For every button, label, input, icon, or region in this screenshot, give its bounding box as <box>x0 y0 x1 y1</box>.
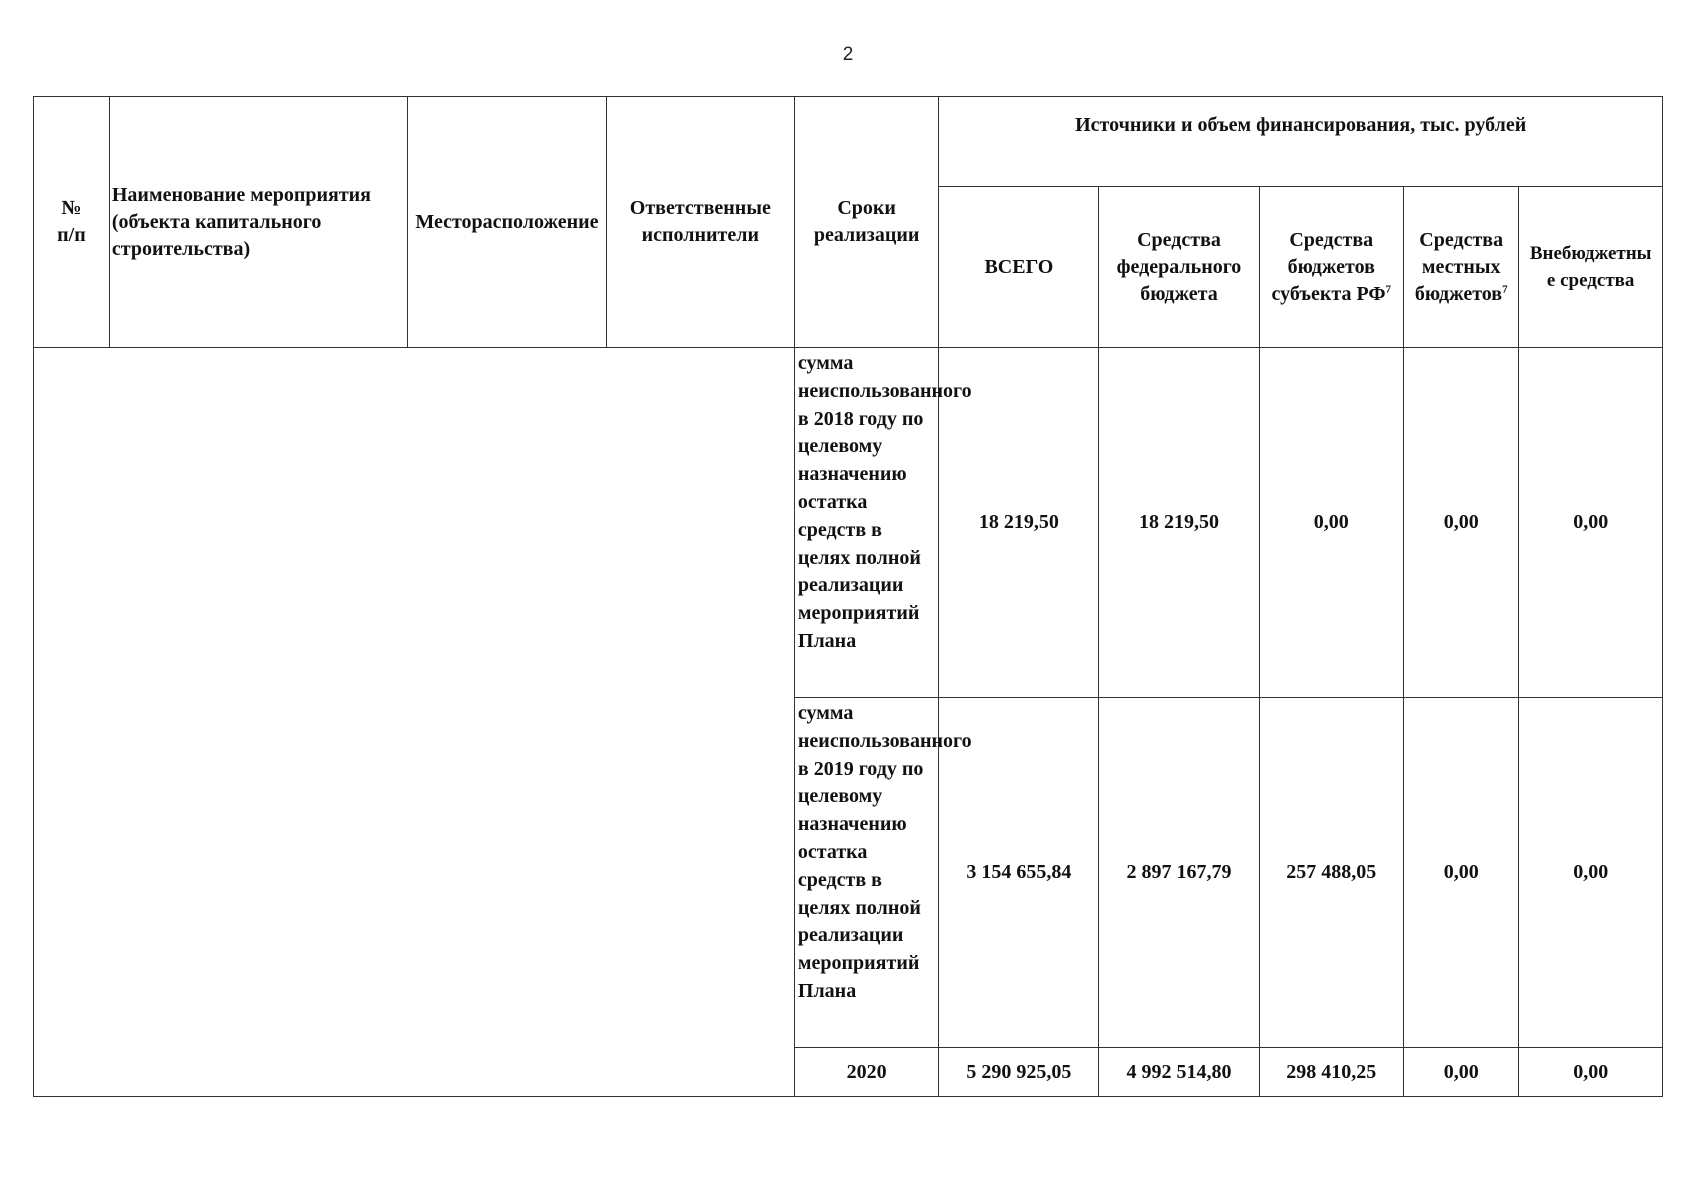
period-cell: 2020 <box>794 1048 938 1097</box>
page-number: 2 <box>842 44 854 65</box>
header-sub-region-label <box>1269 227 1394 308</box>
total-cell: 3 154 655,84 <box>939 698 1099 1048</box>
header-col-responsible <box>606 97 794 348</box>
header-sub-federal <box>1099 187 1259 348</box>
header-col-sources <box>939 97 1663 187</box>
header-sub-federal-label: Средства федерального бюджета <box>1116 228 1242 305</box>
header-col-num-label: № п/п <box>57 197 86 246</box>
region-cell: 257 488,05 <box>1259 698 1403 1048</box>
federal-cell: 18 219,50 <box>1099 348 1259 698</box>
period-text: сумма неиспользованного в 2018 году по целевому назначению остатка средств в целях полной реализации мероприятий Плана <box>797 352 972 652</box>
header-sub-total <box>939 187 1099 348</box>
header-sub-local-footnote: 7 <box>1502 282 1508 295</box>
header-col-responsible-label: Ответственные исполнители <box>629 197 771 246</box>
region-cell: 298 410,25 <box>1259 1048 1403 1097</box>
header-col-location-label: Месторасположение <box>415 210 599 233</box>
header-sub-local-label <box>1407 227 1515 308</box>
header-row-top <box>34 97 1663 187</box>
header-sub-local <box>1404 187 1519 348</box>
header-sub-total-label: ВСЕГО <box>984 255 1054 278</box>
period-text: сумма неиспользованного в 2019 году по целевому назначению остатка средств в целях полной реализации мероприятий Плана <box>797 702 972 1002</box>
header-col-name <box>109 97 407 348</box>
table-row <box>34 348 1663 698</box>
financing-table-sheet <box>33 96 1663 1097</box>
header-col-location <box>408 97 607 348</box>
region-cell: 0,00 <box>1259 348 1403 698</box>
header-sub-extra <box>1519 187 1663 348</box>
period-cell <box>794 348 972 698</box>
extra-cell: 0,00 <box>1519 698 1663 1048</box>
financing-table <box>33 96 1663 1097</box>
header-col-period-label: Сроки реализации <box>813 197 920 246</box>
period-cell <box>794 698 972 1048</box>
header-col-name-label: Наименование мероприятия (объекта капитального строительства) <box>111 183 371 260</box>
total-cell: 5 290 925,05 <box>939 1048 1099 1097</box>
federal-cell: 2 897 167,79 <box>1099 698 1259 1048</box>
header-col-sources-label: Источники и объем финансирования, тыс. рублей <box>1075 114 1527 136</box>
header-sub-extra-label: Внебюджетные средства <box>1529 243 1652 291</box>
header-sub-local-text: Средства местных бюджетов <box>1414 228 1504 305</box>
header-col-period <box>794 97 938 348</box>
federal-cell: 4 992 514,80 <box>1099 1048 1259 1097</box>
header-sub-region-text: Средства бюджетов субъекта РФ <box>1271 228 1386 305</box>
local-cell: 0,00 <box>1404 348 1519 698</box>
extra-cell: 0,00 <box>1519 1048 1663 1097</box>
header-col-num <box>34 97 110 348</box>
merged-empty-cell <box>34 348 795 1097</box>
total-cell: 18 219,50 <box>939 348 1099 698</box>
extra-cell: 0,00 <box>1519 348 1663 698</box>
local-cell: 0,00 <box>1404 698 1519 1048</box>
header-sub-region-footnote: 7 <box>1385 282 1392 295</box>
header-sub-region <box>1259 187 1403 348</box>
local-cell: 0,00 <box>1404 1048 1519 1097</box>
